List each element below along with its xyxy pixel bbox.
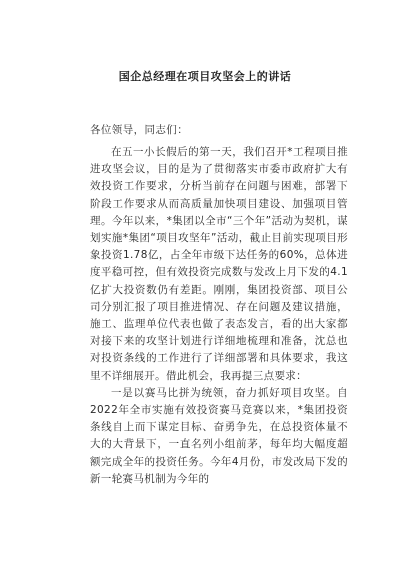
paragraph: 一是以赛马比拼为统领，奋力抓好项目攻坚。自2022年全市实施有效投资赛马竞赛以来，*集团投资条线自上而下谋定目标、奋勇争先，在总投资体量不大的大背景下，一直名列小组前茅，每年均大幅度超额完成全年的投资任务。今年4月份，市发改局下发的新一轮赛马机制为今年的 (90, 386, 348, 485)
paragraph: 在五一小长假后的第一天，我们召开*工程项目推进攻坚会议，目的是为了贯彻落实市委市政府扩大有效投资工作要求，分析当前存在问题与困难，部署下阶段工作要求从而高质量加快项目建设、加强项目管理。今年以来，*集团以全市“三个年”活动为契机，谋划实施*集团“项目攻坚年”活动，截止目前实现项目形象投资1.78亿，占全年市级下达任务的60%，总体进度平稳可控，但有效投资完成数与发改上月下发的4.1亿扩大投资数仍有差距。刚刚，集团投资部、项目公司分别汇报了项目推进情况、存在问题及建议措施，施工、监理单位代表也做了表态发言，看的出大家都对接下来的攻坚计划进行详细地梳理和准备，沈总也对投资条线的工作进行了详细部署和具体要求，我这里不详细展开。借此机会，我再提三点要求： (90, 146, 348, 382)
salutation: 各位领导，同志们： (90, 124, 189, 136)
document-title: 国企总经理在项目攻坚会上的讲话 (118, 70, 292, 83)
document-body (90, 144, 348, 488)
